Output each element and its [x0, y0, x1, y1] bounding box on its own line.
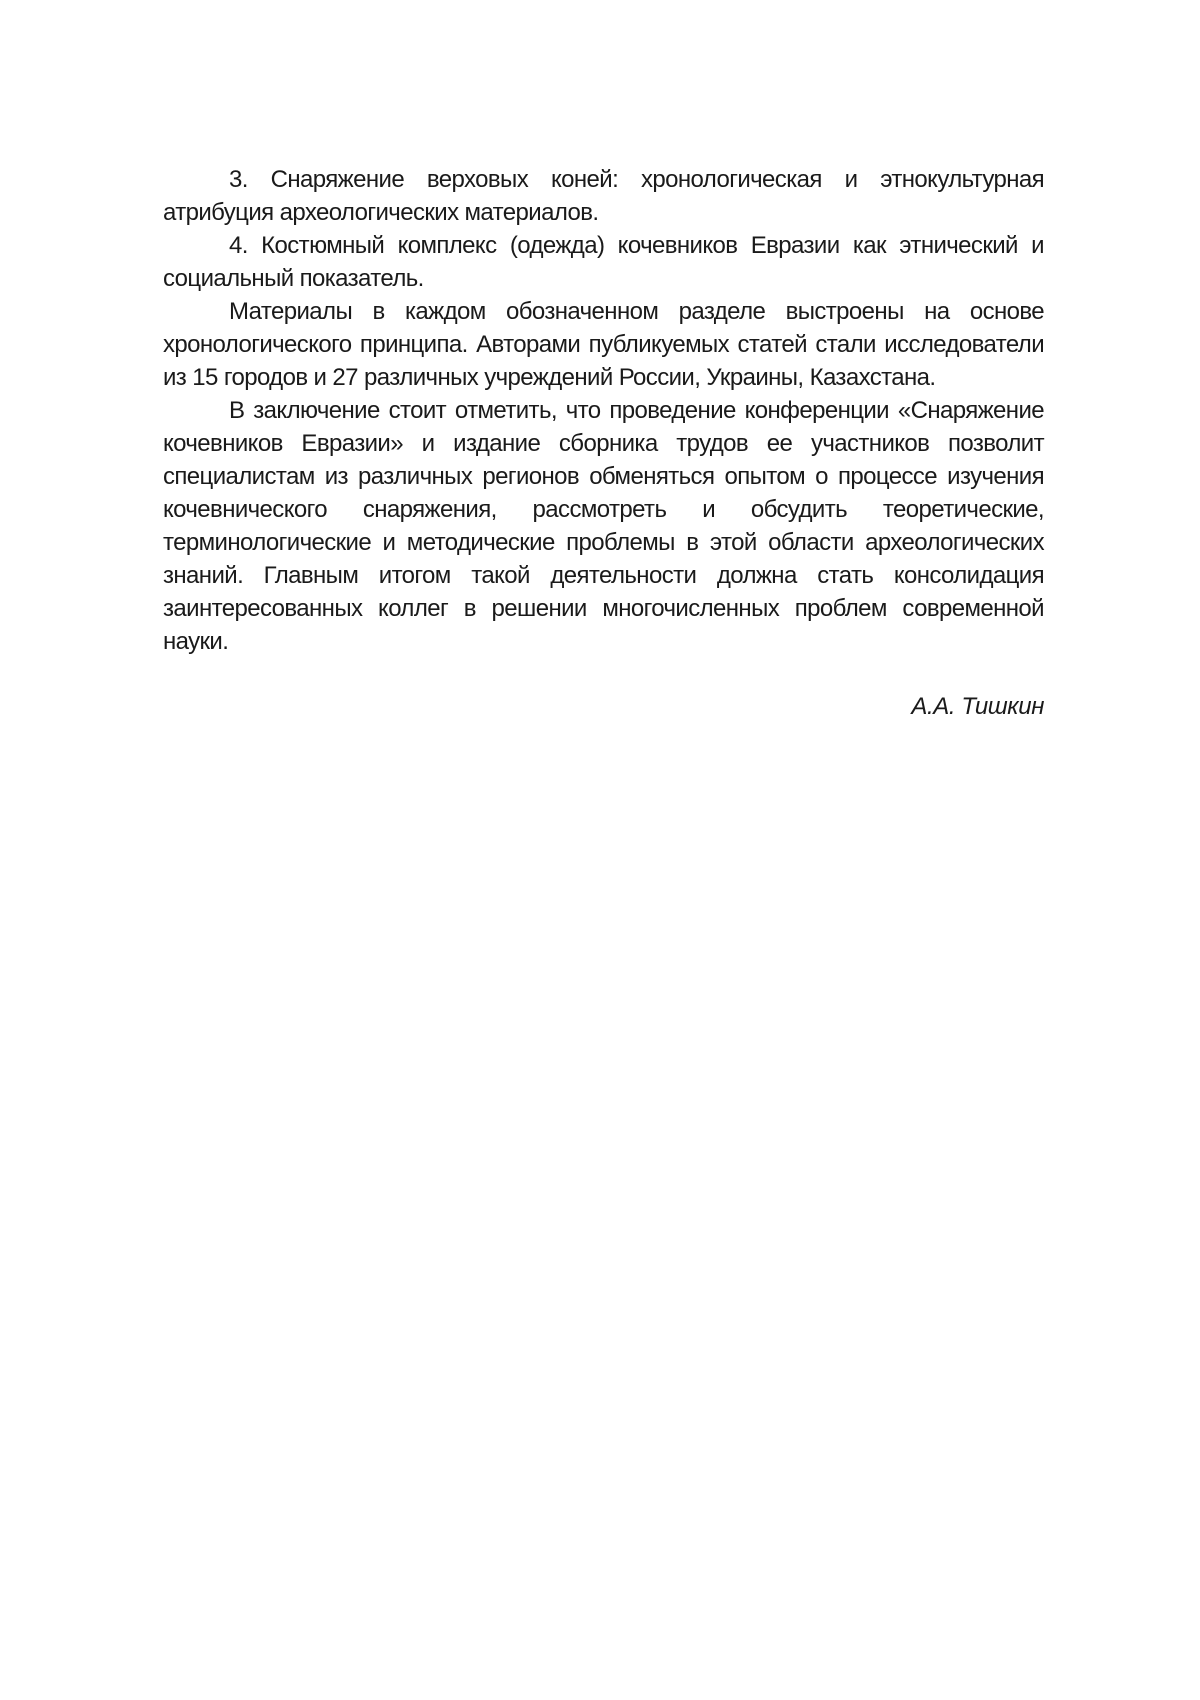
- list-item-4: 4. Костюмный комплекс (одежда) кочевников Евразии как этнический и социальный показатель.: [163, 232, 1044, 292]
- document-body: [163, 163, 1044, 723]
- list-item-3: 3. Снаряжение верховых коней: хронологическая и этнокультурная атрибуция археологических материалов.: [163, 166, 1044, 226]
- paragraph-materials: Материалы в каждом обозначенном разделе выстроены на основе хронологического принципа. Авторами публикуемых статей стали исследователи из 15 городов и 27 различных учреждений России, Украины, Казахстана.: [163, 298, 1044, 391]
- author-signature: А.А. Тишкин: [911, 693, 1044, 720]
- paragraph-conclusion: В заключение стоит отметить, что проведение конференции «Снаряжение кочевников Евразии» и издание сборника трудов ее участников позволит специалистам из различных регионов обменяться опытом о процессе изучения кочевнического снаряжения, рассмотреть и обсудить теоретические, терминологические и методические проблемы в этой области археологических знаний. Главным итогом такой деятельности должна стать консолидация заинтересованных коллег в решении многочисленных проблем современной науки.: [163, 397, 1044, 655]
